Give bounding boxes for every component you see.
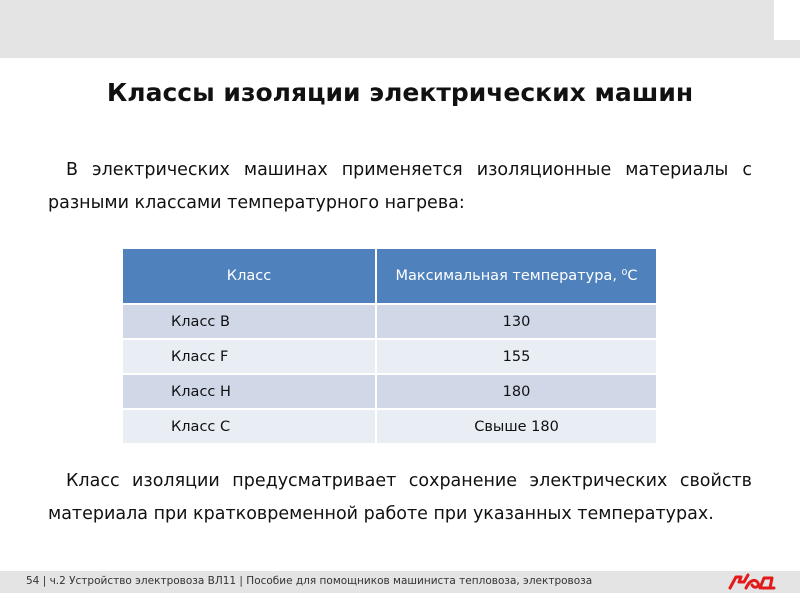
temperature-cell: 180 [377, 373, 656, 408]
table-row [123, 303, 656, 338]
table-row [123, 338, 656, 373]
temperature-cell: 130 [377, 303, 656, 338]
table-header-row [123, 249, 656, 303]
intro-text: В электрических машинах применяется изоляционные материалы с разными классами температурного нагрева: [48, 160, 752, 213]
temperature-cell: 155 [377, 338, 656, 373]
header-class: Класс [123, 249, 377, 303]
slide-title: Классы изоляции электрических машин [106, 78, 694, 107]
note-paragraph [48, 465, 752, 531]
table-row [123, 408, 656, 443]
table-row [123, 373, 656, 408]
footer-text: 54 | ч.2 Устройство электровоза ВЛ11 | Пособие для помощников машиниста тепловоза, электровоза [26, 575, 593, 587]
class-cell: Класс C [123, 408, 377, 443]
insulation-classes-table [123, 249, 656, 443]
class-cell: Класс B [123, 303, 377, 338]
temperature-cell: Свыше 180 [377, 408, 656, 443]
top-bar [0, 0, 800, 58]
intro-paragraph [48, 154, 752, 220]
top-right-box [774, 0, 800, 40]
class-cell: Класс H [123, 373, 377, 408]
header-max-temperature: Максимальная температура, ⁰С [377, 249, 656, 303]
note-text: Класс изоляции предусматривает сохранение электрических свойств материала при кратковременной работе при указанных температурах. [48, 471, 752, 524]
class-cell: Класс F [123, 338, 377, 373]
rzd-logo [726, 570, 778, 594]
